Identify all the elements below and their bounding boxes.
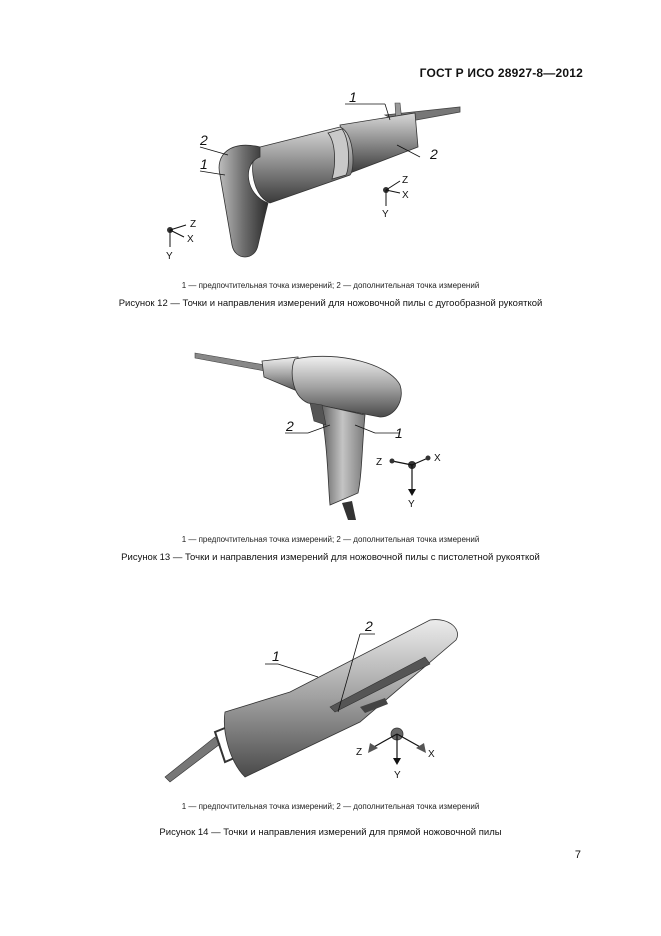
svg-text:X: X bbox=[187, 234, 194, 245]
axis-triad bbox=[376, 453, 441, 510]
figure-13-callout-2: 2 bbox=[286, 418, 294, 434]
figure-14-callout-1: 1 bbox=[272, 648, 280, 664]
pistol-grip bbox=[320, 405, 365, 505]
svg-text:X: X bbox=[428, 749, 435, 760]
figure-13-callout-1: 1 bbox=[395, 425, 403, 441]
saw-body bbox=[292, 356, 401, 417]
svg-text:X: X bbox=[434, 453, 441, 464]
svg-text:Z: Z bbox=[356, 747, 363, 758]
figure-13-legend: 1 — предпочтительная точка измерений; 2 — дополнительная точка измерений bbox=[181, 535, 480, 544]
saw-blade bbox=[165, 737, 220, 782]
svg-text:X: X bbox=[402, 190, 409, 201]
document-header: ГОСТ Р ИСО 28927-8—2012 bbox=[419, 66, 583, 80]
svg-text:Y: Y bbox=[408, 499, 415, 510]
figure-13-drawing bbox=[190, 345, 460, 520]
axis-triad bbox=[356, 728, 435, 781]
saw-blade bbox=[195, 353, 265, 371]
axis-triad-right bbox=[382, 175, 409, 220]
svg-text:Z: Z bbox=[402, 175, 409, 186]
figure-13-caption: Рисунок 13 — Точки и направления измерений для ножовочной пилы с пистолетной рукояткой bbox=[121, 552, 540, 563]
figure-12-callout-1-left: 1 bbox=[200, 156, 208, 172]
page-number: 7 bbox=[574, 849, 581, 861]
figure-14-drawing bbox=[160, 612, 480, 792]
svg-text:Y: Y bbox=[394, 770, 401, 781]
figure-12-drawing bbox=[150, 85, 480, 270]
figure-12-callout-1-top: 1 bbox=[349, 89, 357, 105]
figure-14-caption: Рисунок 14 — Точки и направления измерений для прямой ножовочной пилы bbox=[159, 827, 502, 838]
figure-12-legend: 1 — предпочтительная точка измерений; 2 — дополнительная точка измерений bbox=[181, 281, 480, 290]
axis-triad-left bbox=[166, 219, 196, 262]
svg-text:Y: Y bbox=[166, 251, 173, 262]
svg-text:Y: Y bbox=[382, 209, 389, 220]
figure-12-callout-2-right: 2 bbox=[430, 146, 438, 162]
saw-body bbox=[224, 620, 457, 777]
svg-text:Z: Z bbox=[376, 457, 383, 468]
figure-14-legend: 1 — предпочтительная точка измерений; 2 — дополнительная точка измерений bbox=[181, 802, 480, 811]
figure-14-callout-2: 2 bbox=[365, 618, 373, 634]
figure-12-caption: Рисунок 12 — Точки и направления измерений для ножовочной пилы с дугообразной рукояткой bbox=[118, 298, 543, 309]
svg-text:Z: Z bbox=[190, 219, 197, 230]
figure-12-callout-2-left: 2 bbox=[200, 132, 208, 148]
